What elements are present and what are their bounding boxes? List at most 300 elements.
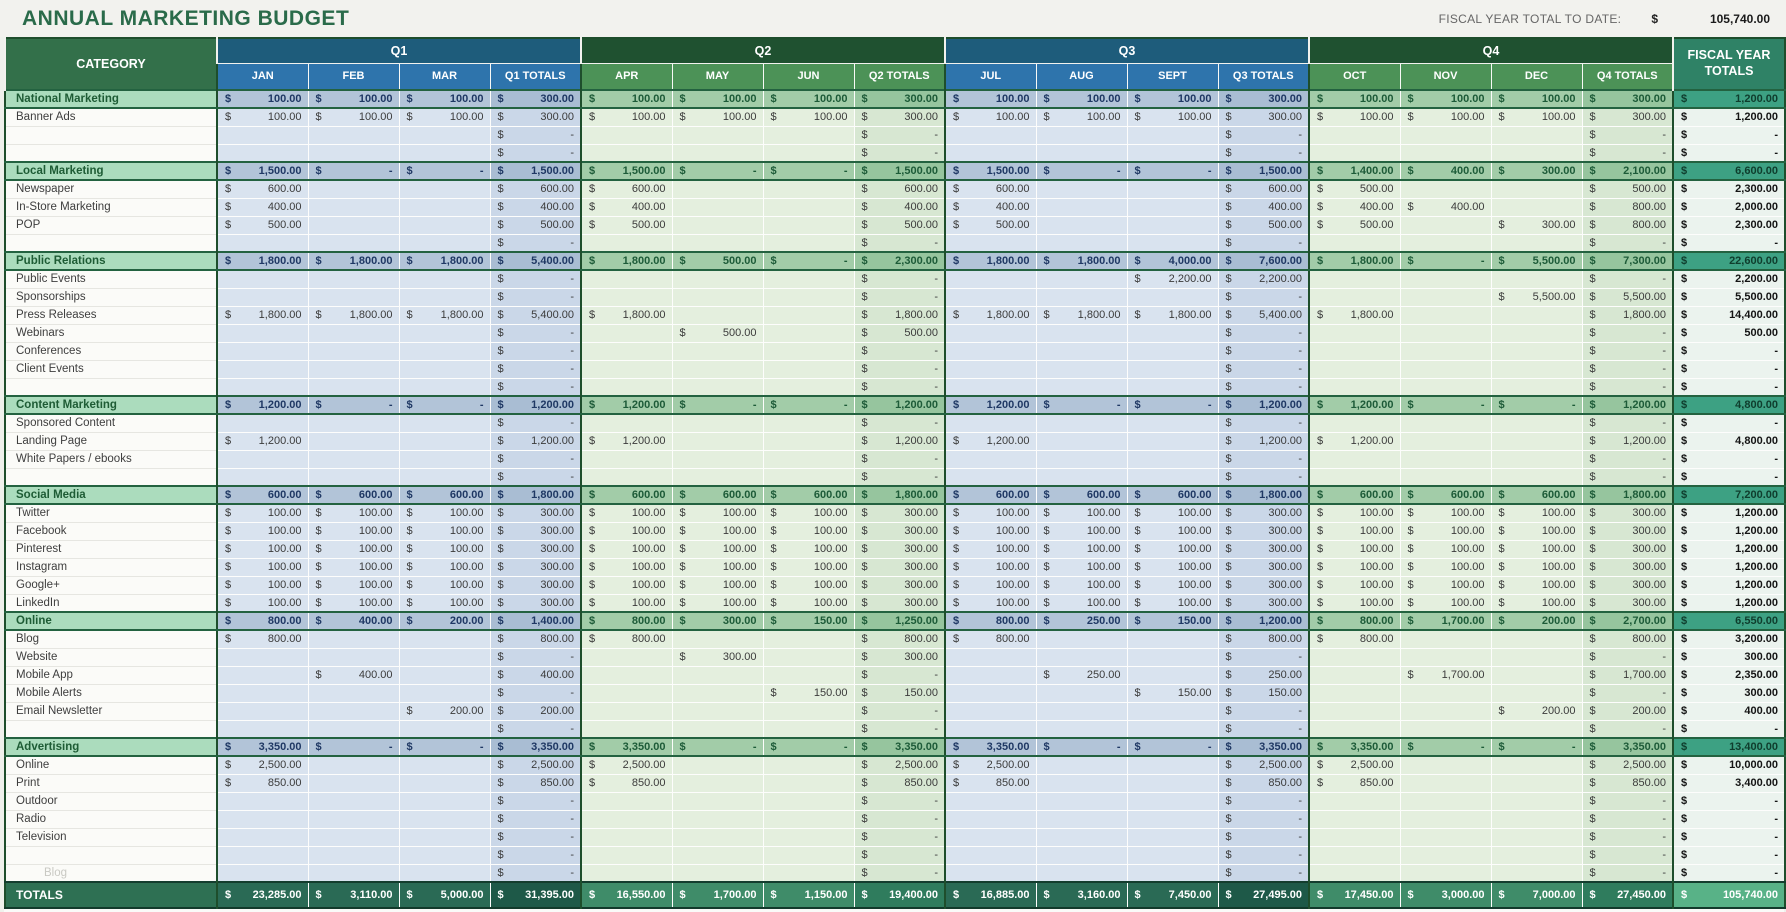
money-cell[interactable] [308,450,399,468]
money-cell[interactable] [1309,360,1400,378]
money-cell[interactable] [1309,216,1400,234]
money-cell[interactable] [1127,648,1218,666]
money-cell[interactable] [854,216,945,234]
money-cell[interactable] [945,576,1036,594]
money-cell[interactable] [399,90,490,108]
money-cell[interactable] [1309,792,1400,810]
money-cell[interactable] [217,324,308,342]
money-cell[interactable] [854,594,945,612]
money-cell[interactable] [1218,450,1309,468]
quarter-totals-header[interactable]: Q1 TOTALS [490,63,581,90]
money-cell[interactable] [945,216,1036,234]
money-cell[interactable] [854,864,945,882]
money-cell[interactable] [945,342,1036,360]
money-cell[interactable] [1400,144,1491,162]
month-header[interactable]: DEC [1491,63,1582,90]
money-cell[interactable] [1491,504,1582,522]
money-cell[interactable] [763,612,854,630]
money-cell[interactable] [581,504,672,522]
money-cell[interactable] [763,864,854,882]
money-cell[interactable] [1673,288,1785,306]
money-cell[interactable] [854,882,945,908]
money-cell[interactable] [1036,522,1127,540]
money-cell[interactable] [1036,576,1127,594]
money-cell[interactable] [581,612,672,630]
quarter-totals-header[interactable]: Q4 TOTALS [1582,63,1673,90]
money-cell[interactable] [1036,234,1127,252]
money-cell[interactable] [308,378,399,396]
money-cell[interactable] [399,666,490,684]
money-cell[interactable] [1491,468,1582,486]
money-cell[interactable] [217,540,308,558]
money-cell[interactable] [1400,450,1491,468]
money-cell[interactable] [672,720,763,738]
money-cell[interactable] [1673,108,1785,126]
money-cell[interactable] [1673,342,1785,360]
money-cell[interactable] [308,864,399,882]
money-cell[interactable] [763,234,854,252]
money-cell[interactable] [399,774,490,792]
money-cell[interactable] [945,432,1036,450]
money-cell[interactable] [1582,738,1673,756]
money-cell[interactable] [763,684,854,702]
money-cell[interactable] [1491,864,1582,882]
money-cell[interactable] [490,126,581,144]
money-cell[interactable] [1309,450,1400,468]
money-cell[interactable] [1309,288,1400,306]
money-cell[interactable] [672,144,763,162]
money-cell[interactable] [1400,108,1491,126]
money-cell[interactable] [763,540,854,558]
money-cell[interactable] [672,630,763,648]
money-cell[interactable] [1127,702,1218,720]
money-cell[interactable] [672,558,763,576]
money-cell[interactable] [1673,90,1785,108]
money-cell[interactable] [1127,792,1218,810]
money-cell[interactable] [1673,828,1785,846]
money-cell[interactable] [763,486,854,504]
money-cell[interactable] [672,414,763,432]
money-cell[interactable] [1127,414,1218,432]
money-cell[interactable] [399,108,490,126]
money-cell[interactable] [854,486,945,504]
money-cell[interactable] [763,144,854,162]
money-cell[interactable] [1309,540,1400,558]
money-cell[interactable] [581,378,672,396]
category-cell[interactable]: Sponsored Content [5,414,217,432]
money-cell[interactable] [399,324,490,342]
money-cell[interactable] [490,522,581,540]
category-cell[interactable]: Blog [5,630,217,648]
money-cell[interactable] [1127,810,1218,828]
money-cell[interactable] [1673,324,1785,342]
money-cell[interactable] [1218,360,1309,378]
money-cell[interactable] [945,486,1036,504]
money-cell[interactable] [399,720,490,738]
money-cell[interactable] [1400,774,1491,792]
money-cell[interactable] [1491,756,1582,774]
money-cell[interactable] [763,324,854,342]
category-cell[interactable]: In-Store Marketing [5,198,217,216]
money-cell[interactable] [1400,792,1491,810]
money-cell[interactable] [1309,432,1400,450]
money-cell[interactable] [308,612,399,630]
money-cell[interactable] [1309,306,1400,324]
money-cell[interactable] [854,432,945,450]
money-cell[interactable] [1582,612,1673,630]
money-cell[interactable] [308,558,399,576]
money-cell[interactable] [1127,882,1218,908]
money-cell[interactable] [217,702,308,720]
money-cell[interactable] [1309,504,1400,522]
money-cell[interactable] [1582,828,1673,846]
money-cell[interactable] [763,306,854,324]
money-cell[interactable] [1309,378,1400,396]
money-cell[interactable] [1218,864,1309,882]
money-cell[interactable] [1127,396,1218,414]
money-cell[interactable] [1036,378,1127,396]
money-cell[interactable] [945,90,1036,108]
money-cell[interactable] [399,540,490,558]
money-cell[interactable] [672,684,763,702]
money-cell[interactable] [399,756,490,774]
money-cell[interactable] [763,576,854,594]
money-cell[interactable] [1491,414,1582,432]
money-cell[interactable] [1491,648,1582,666]
money-cell[interactable] [1582,558,1673,576]
money-cell[interactable] [1127,234,1218,252]
money-cell[interactable] [763,90,854,108]
money-cell[interactable] [1491,108,1582,126]
money-cell[interactable] [1309,828,1400,846]
money-cell[interactable] [1309,720,1400,738]
money-cell[interactable] [1036,630,1127,648]
money-cell[interactable] [945,864,1036,882]
money-cell[interactable] [945,198,1036,216]
money-cell[interactable] [1400,756,1491,774]
money-cell[interactable] [490,504,581,522]
money-cell[interactable] [1673,666,1785,684]
category-cell[interactable]: Social Media [5,486,217,504]
money-cell[interactable] [308,486,399,504]
money-cell[interactable] [1218,828,1309,846]
money-cell[interactable] [945,306,1036,324]
money-cell[interactable] [490,324,581,342]
money-cell[interactable] [490,180,581,198]
money-cell[interactable] [672,738,763,756]
money-cell[interactable] [581,882,672,908]
money-cell[interactable] [1218,774,1309,792]
money-cell[interactable] [1036,666,1127,684]
money-cell[interactable] [763,630,854,648]
money-cell[interactable] [399,378,490,396]
money-cell[interactable] [1400,504,1491,522]
money-cell[interactable] [399,846,490,864]
money-cell[interactable] [1127,864,1218,882]
money-cell[interactable] [1400,846,1491,864]
money-cell[interactable] [672,882,763,908]
money-cell[interactable] [1673,486,1785,504]
money-cell[interactable] [1036,324,1127,342]
money-cell[interactable] [1400,630,1491,648]
category-cell[interactable]: Google+ [5,576,217,594]
money-cell[interactable] [217,756,308,774]
money-cell[interactable] [1400,720,1491,738]
money-cell[interactable] [308,414,399,432]
money-cell[interactable] [399,126,490,144]
money-cell[interactable] [1036,126,1127,144]
money-cell[interactable] [1673,738,1785,756]
money-cell[interactable] [490,756,581,774]
money-cell[interactable] [1127,756,1218,774]
money-cell[interactable] [217,720,308,738]
money-cell[interactable] [1036,594,1127,612]
money-cell[interactable] [1036,216,1127,234]
category-cell[interactable]: Online [5,612,217,630]
money-cell[interactable] [1127,324,1218,342]
money-cell[interactable] [1036,882,1127,908]
money-cell[interactable] [1309,594,1400,612]
money-cell[interactable] [672,126,763,144]
money-cell[interactable] [490,306,581,324]
money-cell[interactable] [1218,558,1309,576]
money-cell[interactable] [1218,270,1309,288]
money-cell[interactable] [1582,288,1673,306]
category-cell[interactable]: White Papers / ebooks [5,450,217,468]
money-cell[interactable] [1673,810,1785,828]
money-cell[interactable] [399,414,490,432]
money-cell[interactable] [1218,198,1309,216]
money-cell[interactable] [308,234,399,252]
money-cell[interactable] [1400,702,1491,720]
money-cell[interactable] [1491,162,1582,180]
money-cell[interactable] [1582,666,1673,684]
money-cell[interactable] [1582,882,1673,908]
money-cell[interactable] [581,702,672,720]
money-cell[interactable] [1673,270,1785,288]
money-cell[interactable] [217,90,308,108]
money-cell[interactable] [1218,144,1309,162]
money-cell[interactable] [399,792,490,810]
month-header[interactable]: JUL [945,63,1036,90]
money-cell[interactable] [581,828,672,846]
money-cell[interactable] [217,774,308,792]
money-cell[interactable] [1218,108,1309,126]
money-cell[interactable] [1036,468,1127,486]
money-cell[interactable] [672,270,763,288]
money-cell[interactable] [1400,738,1491,756]
month-header[interactable]: APR [581,63,672,90]
money-cell[interactable] [1218,882,1309,908]
money-cell[interactable] [217,594,308,612]
money-cell[interactable] [1491,378,1582,396]
money-cell[interactable] [1582,360,1673,378]
money-cell[interactable] [308,216,399,234]
money-cell[interactable] [1491,252,1582,270]
money-cell[interactable] [490,648,581,666]
money-cell[interactable] [1218,162,1309,180]
money-cell[interactable] [1309,666,1400,684]
money-cell[interactable] [1400,468,1491,486]
money-cell[interactable] [672,666,763,684]
money-cell[interactable] [308,630,399,648]
money-cell[interactable] [308,702,399,720]
money-cell[interactable] [1036,90,1127,108]
money-cell[interactable] [763,162,854,180]
money-cell[interactable] [1218,720,1309,738]
money-cell[interactable] [581,396,672,414]
money-cell[interactable] [1218,234,1309,252]
money-cell[interactable] [399,288,490,306]
money-cell[interactable] [490,576,581,594]
money-cell[interactable] [1309,846,1400,864]
money-cell[interactable] [672,846,763,864]
money-cell[interactable] [1491,594,1582,612]
money-cell[interactable] [763,522,854,540]
money-cell[interactable] [1491,792,1582,810]
money-cell[interactable] [672,540,763,558]
category-cell[interactable]: LinkedIn [5,594,217,612]
month-header[interactable]: JAN [217,63,308,90]
money-cell[interactable] [1491,576,1582,594]
money-cell[interactable] [1036,648,1127,666]
money-cell[interactable] [1582,108,1673,126]
money-cell[interactable] [854,198,945,216]
money-cell[interactable] [1582,342,1673,360]
money-cell[interactable] [1127,378,1218,396]
money-cell[interactable] [490,468,581,486]
money-cell[interactable] [217,378,308,396]
money-cell[interactable] [217,864,308,882]
money-cell[interactable] [217,360,308,378]
quarter-header-q1[interactable]: Q1 [217,38,581,63]
money-cell[interactable] [1036,288,1127,306]
money-cell[interactable] [945,720,1036,738]
category-cell[interactable]: Press Releases [5,306,217,324]
money-cell[interactable] [490,342,581,360]
money-cell[interactable] [1309,864,1400,882]
money-cell[interactable] [1127,846,1218,864]
money-cell[interactable] [1127,288,1218,306]
category-cell[interactable]: Public Relations [5,252,217,270]
money-cell[interactable] [1491,666,1582,684]
money-cell[interactable] [1036,252,1127,270]
money-cell[interactable] [1127,162,1218,180]
category-cell[interactable]: National Marketing [5,90,217,108]
money-cell[interactable] [1400,288,1491,306]
money-cell[interactable] [1036,198,1127,216]
money-cell[interactable] [854,288,945,306]
money-cell[interactable] [1218,288,1309,306]
money-cell[interactable] [490,198,581,216]
money-cell[interactable] [945,126,1036,144]
money-cell[interactable] [399,504,490,522]
money-cell[interactable] [763,288,854,306]
money-cell[interactable] [672,576,763,594]
money-cell[interactable] [308,594,399,612]
money-cell[interactable] [399,450,490,468]
money-cell[interactable] [308,792,399,810]
money-cell[interactable] [308,738,399,756]
money-cell[interactable] [1491,720,1582,738]
money-cell[interactable] [308,522,399,540]
money-cell[interactable] [1218,342,1309,360]
money-cell[interactable] [1582,252,1673,270]
category-cell[interactable]: POP [5,216,217,234]
money-cell[interactable] [1127,90,1218,108]
money-cell[interactable] [763,594,854,612]
money-cell[interactable] [854,504,945,522]
money-cell[interactable] [217,558,308,576]
money-cell[interactable] [1218,432,1309,450]
money-cell[interactable] [1673,846,1785,864]
month-header[interactable]: FEB [308,63,399,90]
money-cell[interactable] [399,234,490,252]
money-cell[interactable] [1491,612,1582,630]
money-cell[interactable] [1491,684,1582,702]
money-cell[interactable] [945,414,1036,432]
money-cell[interactable] [217,612,308,630]
money-cell[interactable] [1036,270,1127,288]
money-cell[interactable] [490,216,581,234]
money-cell[interactable] [1400,828,1491,846]
money-cell[interactable] [308,810,399,828]
category-cell[interactable]: Mobile App [5,666,217,684]
money-cell[interactable] [399,216,490,234]
money-cell[interactable] [399,252,490,270]
money-cell[interactable] [581,864,672,882]
money-cell[interactable] [1400,648,1491,666]
money-cell[interactable] [763,414,854,432]
quarter-header-q2[interactable]: Q2 [581,38,945,63]
money-cell[interactable] [854,540,945,558]
money-cell[interactable] [1673,252,1785,270]
money-cell[interactable] [399,702,490,720]
money-cell[interactable] [1400,432,1491,450]
money-cell[interactable] [399,558,490,576]
money-cell[interactable] [672,756,763,774]
money-cell[interactable] [854,234,945,252]
money-cell[interactable] [1309,558,1400,576]
money-cell[interactable] [1127,252,1218,270]
money-cell[interactable] [763,432,854,450]
money-cell[interactable] [1127,198,1218,216]
money-cell[interactable] [854,702,945,720]
category-cell[interactable]: Content Marketing [5,396,217,414]
money-cell[interactable] [1036,504,1127,522]
money-cell[interactable] [490,270,581,288]
money-cell[interactable] [1673,162,1785,180]
money-cell[interactable] [854,360,945,378]
money-cell[interactable] [1218,522,1309,540]
money-cell[interactable] [490,882,581,908]
money-cell[interactable] [1582,864,1673,882]
money-cell[interactable] [1218,252,1309,270]
money-cell[interactable] [945,684,1036,702]
money-cell[interactable] [1309,756,1400,774]
money-cell[interactable] [1582,720,1673,738]
money-cell[interactable] [1400,864,1491,882]
money-cell[interactable] [581,774,672,792]
money-cell[interactable] [854,648,945,666]
money-cell[interactable] [217,216,308,234]
money-cell[interactable] [854,576,945,594]
money-cell[interactable] [490,702,581,720]
money-cell[interactable] [945,252,1036,270]
quarter-header-q3[interactable]: Q3 [945,38,1309,63]
money-cell[interactable] [1491,432,1582,450]
quarter-header-q4[interactable]: Q4 [1309,38,1673,63]
